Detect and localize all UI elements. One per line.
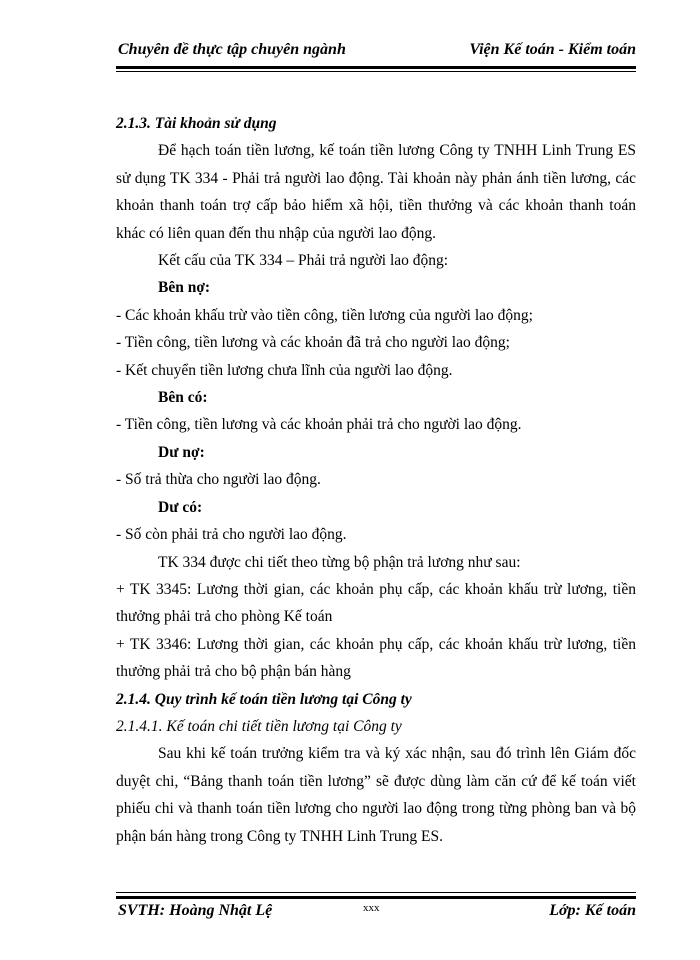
paragraph-tk334-structure: Kết cấu của TK 334 – Phải trả người lao động:: [158, 252, 449, 270]
footer-page-number: xxx: [363, 902, 380, 914]
footer-student-name: SVTH: Hoàng Nhật Lệ: [118, 902, 273, 919]
list-item: - Kết chuyển tiền lương chưa lĩnh của người lao động.: [116, 361, 453, 379]
footer-class: Lớp: Kế toán: [549, 902, 636, 919]
label-ben-no: Bên nợ:: [158, 279, 211, 297]
paragraph-payroll-process: Sau khi kế toán trưởng kiểm tra và ký xác nhận, sau đó trình lên Giám đốc duyệt chi, “Bảng thanh toán tiền lương” sẽ được dùng làm căn cứ để kế toán viết phiếu chi và thanh toán tiền lương cho người lao động trong từng phòng ban và bộ phận bán hàng trong Công ty TNHH Linh Trung ES.: [116, 745, 636, 845]
list-item: - Các khoản khấu trừ vào tiền công, tiền lương của người lao động;: [116, 306, 533, 324]
page-header: [118, 38, 636, 64]
list-item: - Tiền công, tiền lương và các khoản đã trả cho người lao động;: [116, 334, 510, 352]
document-body: [116, 110, 636, 850]
list-item: - Tiền công, tiền lương và các khoản phải trả cho người lao động.: [116, 416, 522, 434]
list-item: - Số còn phải trả cho người lao động.: [116, 526, 347, 544]
section-heading-2-1-4: 2.1.4. Quy trình kế toán tiền lương tại Công ty: [116, 690, 412, 708]
header-rule-thin: [116, 71, 636, 72]
paragraph-tk334-intro: Để hạch toán tiền lương, kế toán tiền lương Công ty TNHH Linh Trung ES sử dụng TK 334 - Phải trả người lao động. Tài khoản này phản ánh tiền lương, các khoản thanh toán trợ cấp bảo hiểm xã hội, tiền thưởng và các khoản thanh toán khác có liên quan đến thu nhập của người lao động.: [116, 142, 636, 242]
header-rule-thick: [116, 66, 636, 69]
section-heading-2-1-4-1: 2.1.4.1. Kế toán chi tiết tiền lương tại Công ty: [116, 717, 402, 735]
paragraph-tk334-detail: TK 334 được chi tiết theo từng bộ phận trả lương như sau:: [158, 553, 521, 571]
section-heading-2-1-3: 2.1.3. Tài khoản sử dụng: [116, 115, 277, 132]
label-ben-co: Bên có:: [158, 389, 208, 407]
header-right-title: Viện Kế toán - Kiểm toán: [469, 41, 636, 58]
header-left-title: Chuyên đề thực tập chuyên ngành: [118, 41, 346, 58]
label-du-no: Dư nợ:: [158, 443, 205, 461]
paragraph-tk3346: + TK 3346: Lương thời gian, các khoản phụ cấp, các khoản khấu trừ lương, tiền thưởng phải trả cho bộ phận bán hàng: [116, 635, 636, 681]
page-footer: [118, 902, 636, 926]
footer-rule-thick: [116, 896, 636, 899]
label-du-co: Dư có:: [158, 498, 203, 516]
paragraph-tk3345: + TK 3345: Lương thời gian, các khoản phụ cấp, các khoản khấu trừ lương, tiền thưởng phải trả cho phòng Kế toán: [116, 580, 636, 626]
list-item: - Số trả thừa cho người lao động.: [116, 471, 321, 489]
footer-rule-thin: [116, 892, 636, 893]
